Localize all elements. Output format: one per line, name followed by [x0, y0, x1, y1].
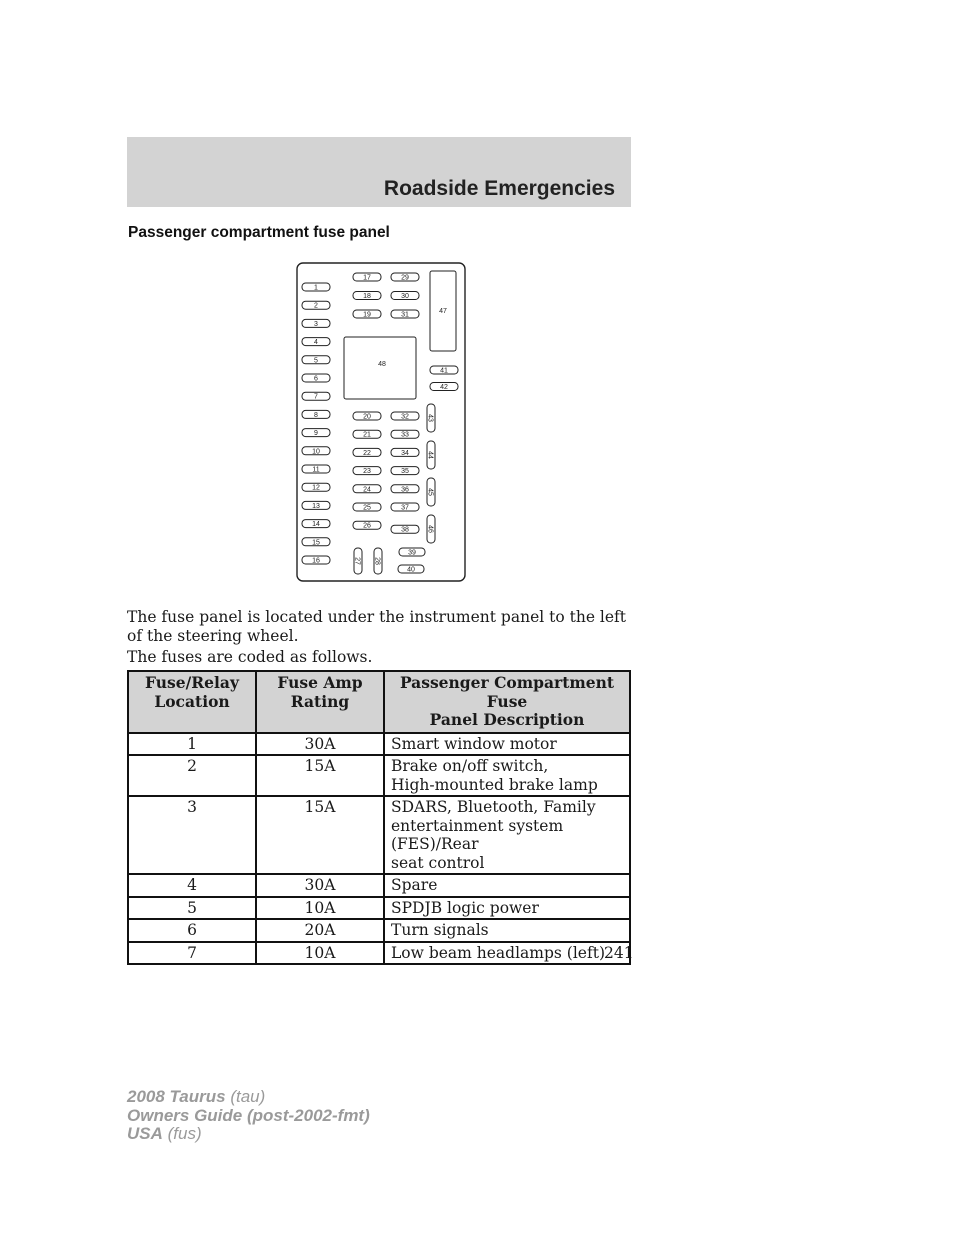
cell-location: 6 — [128, 919, 256, 942]
fuse-label: 13 — [312, 502, 320, 510]
fuse-label: 14 — [312, 521, 320, 529]
fuse-mid — [353, 448, 381, 457]
fuse-left — [302, 283, 330, 292]
page-number: 241 — [604, 944, 634, 962]
page-title: Passenger compartment fuse panel — [128, 224, 390, 241]
fuse-label: 27 — [353, 557, 361, 565]
fuse-label: 32 — [401, 413, 409, 421]
fuse-right-top — [391, 292, 419, 301]
relay-box — [344, 337, 416, 399]
table-header-row — [128, 671, 630, 733]
fuse-label: 3 — [314, 320, 318, 328]
cell-description — [384, 796, 630, 874]
cell-description — [384, 942, 630, 965]
document-footer — [127, 1088, 370, 1144]
cell-location: 1 — [128, 733, 256, 756]
fuse-mid-top — [353, 273, 381, 282]
fuse-right-mid — [391, 448, 419, 457]
cell-description — [384, 897, 630, 920]
fuse-label: 10 — [312, 448, 320, 456]
footer-line — [127, 1107, 370, 1126]
fuse-label: 20 — [363, 413, 371, 421]
fuse-label: 8 — [314, 411, 318, 419]
fuse-label: 39 — [408, 549, 416, 557]
fuse-left — [302, 483, 330, 492]
fuse-right-mid — [391, 430, 419, 439]
column-header-rating — [256, 671, 384, 733]
cell-location: 7 — [128, 942, 256, 965]
description-line: SPDJB logic power — [391, 898, 539, 917]
fuse-label: 4 — [314, 339, 318, 347]
footer-model: 2008 Taurus — [127, 1087, 226, 1106]
fuse-label: 29 — [401, 274, 409, 282]
fuse-label: 6 — [314, 375, 318, 383]
table-row — [128, 919, 630, 942]
fuse-left — [302, 392, 330, 401]
fuse-mid — [353, 485, 381, 494]
cell-description — [384, 733, 630, 756]
fuse-left — [302, 319, 330, 328]
column-header-location — [128, 671, 256, 733]
fuse-left — [302, 374, 330, 383]
fuse-label: 22 — [363, 449, 371, 457]
cell-rating: 30A — [256, 874, 384, 897]
fuse-left — [302, 538, 330, 547]
description-line: SDARS, Bluetooth, Family — [391, 798, 596, 816]
fuse-label: 36 — [401, 486, 409, 494]
fuse-label: 43 — [426, 414, 434, 422]
fuse-left — [302, 338, 330, 347]
description-line: Turn signals — [391, 921, 489, 939]
fuse-right-mid — [391, 412, 419, 421]
relay-box — [430, 271, 456, 351]
footer-guide: Owners Guide (post-2002-fmt) — [127, 1105, 370, 1125]
fuse-vertical-right — [427, 478, 436, 506]
fuse-left — [302, 429, 330, 438]
intro-paragraph: The fuse panel is located under the instrument panel to the left of the steering wheel. — [127, 608, 627, 645]
fuse-right-mid — [391, 485, 419, 494]
fuse-label: 33 — [401, 431, 409, 439]
fuse-right-mid — [391, 467, 419, 476]
fuse-label: 25 — [363, 504, 371, 512]
fuse-label: 45 — [426, 488, 434, 496]
fuse-label: 41 — [440, 367, 448, 375]
fuse-mid — [353, 503, 381, 512]
fuse-right-small — [430, 383, 458, 392]
table-row — [128, 733, 630, 756]
relay-label: 48 — [378, 361, 386, 368]
description-line: Smart window motor — [391, 734, 557, 753]
cell-description — [384, 874, 630, 897]
cell-rating: 10A — [256, 897, 384, 920]
fuse-label: 40 — [407, 566, 415, 574]
fuse-label: 37 — [401, 504, 409, 512]
cell-description — [384, 919, 630, 942]
description-line: seat control — [391, 853, 485, 872]
header-line: Panel Description — [429, 710, 585, 729]
fuse-label: 38 — [401, 526, 409, 534]
fuse-left — [302, 465, 330, 474]
cell-description — [384, 755, 630, 796]
fuse-mid-top — [353, 292, 381, 301]
column-header-description — [384, 671, 630, 733]
fuse-right-mid — [391, 525, 419, 534]
cell-rating: 20A — [256, 919, 384, 942]
fuse-label: 17 — [363, 274, 371, 282]
table-row — [128, 942, 630, 965]
fuse-vertical-right — [427, 404, 436, 432]
description-line: entertainment system (FES)/Rear — [391, 816, 564, 853]
fuse-label: 44 — [426, 451, 434, 459]
cell-location: 2 — [128, 755, 256, 796]
fuse-left — [302, 301, 330, 310]
footer-market: USA — [127, 1124, 163, 1143]
fuse-vertical-right — [427, 441, 436, 469]
fuse-label: 24 — [363, 486, 371, 494]
cell-rating: 30A — [256, 733, 384, 756]
relay-label: 47 — [439, 308, 447, 315]
cell-location: 3 — [128, 796, 256, 874]
fuse-mid — [353, 467, 381, 476]
fuse-label: 21 — [363, 431, 371, 439]
description-line: Low beam headlamps (left) — [391, 943, 605, 962]
header-line: Location — [154, 691, 230, 711]
table-row — [128, 755, 630, 796]
fuse-left — [302, 520, 330, 529]
table-row — [128, 897, 630, 920]
fuse-right-top — [391, 310, 419, 319]
fuse-left — [302, 447, 330, 456]
cell-rating: 15A — [256, 755, 384, 796]
footer-market-code: (fus) — [167, 1124, 202, 1143]
section-header-band — [127, 137, 631, 207]
intro-paragraph-2: The fuses are coded as follows. — [127, 648, 373, 666]
table-row — [128, 874, 630, 897]
fuse-panel-diagram — [296, 262, 466, 582]
fuse-left — [302, 556, 330, 565]
fuse-label: 16 — [312, 557, 320, 565]
table-row — [128, 796, 630, 874]
fuse-label: 12 — [312, 484, 320, 492]
cell-rating: 15A — [256, 796, 384, 874]
fuse-vertical-bottom — [354, 548, 363, 574]
fuse-label: 7 — [314, 393, 318, 401]
fuse-label: 5 — [314, 357, 318, 365]
fuse-label: 15 — [312, 539, 320, 547]
fuse-right-mid — [391, 503, 419, 512]
fuse-mid — [353, 412, 381, 421]
fuse-label: 26 — [363, 522, 371, 530]
cell-rating: 10A — [256, 942, 384, 965]
header-line: Passenger Compartment Fuse — [399, 673, 615, 711]
description-line: High-mounted brake lamp — [391, 775, 598, 794]
fuse-label: 46 — [426, 525, 434, 533]
fuse-bottom-right — [399, 548, 425, 557]
cell-location: 4 — [128, 874, 256, 897]
fuse-label: 9 — [314, 430, 318, 438]
header-line: Fuse Amp — [277, 673, 363, 692]
fuse-mid-top — [353, 310, 381, 319]
footer-line — [127, 1088, 370, 1107]
footer-model-code: (tau) — [230, 1087, 266, 1106]
fuse-label: 30 — [401, 293, 409, 300]
fuse-mid — [353, 430, 381, 439]
fuse-label: 34 — [401, 449, 409, 457]
fuse-vertical-right — [427, 515, 436, 543]
fuse-table — [127, 670, 631, 965]
section-header-title: Roadside Emergencies — [383, 177, 615, 200]
fuse-label: 31 — [401, 311, 409, 319]
footer-line — [127, 1125, 370, 1144]
fuse-right-top — [391, 273, 419, 282]
fuse-label: 28 — [373, 557, 381, 565]
fuse-label: 23 — [363, 468, 371, 476]
header-line: Fuse/Relay — [145, 673, 239, 692]
fuse-mid — [353, 521, 381, 530]
header-line: Rating — [290, 691, 350, 711]
fuse-vertical-bottom — [374, 548, 383, 574]
description-line: Spare — [391, 876, 438, 894]
description-line: Brake on/off switch, — [391, 757, 549, 775]
fuse-label: 1 — [314, 284, 318, 292]
cell-location: 5 — [128, 897, 256, 920]
fuse-label: 19 — [363, 311, 371, 319]
fuse-label: 18 — [363, 293, 371, 300]
fuse-bottom-right — [398, 565, 424, 574]
fuse-label: 2 — [314, 302, 318, 310]
fuse-label: 35 — [401, 468, 409, 476]
fuse-right-small — [430, 366, 458, 375]
fuse-left — [302, 501, 330, 510]
fuse-label: 11 — [312, 466, 320, 474]
fuse-label: 42 — [440, 384, 448, 391]
fuse-left — [302, 410, 330, 419]
fuse-left — [302, 356, 330, 365]
